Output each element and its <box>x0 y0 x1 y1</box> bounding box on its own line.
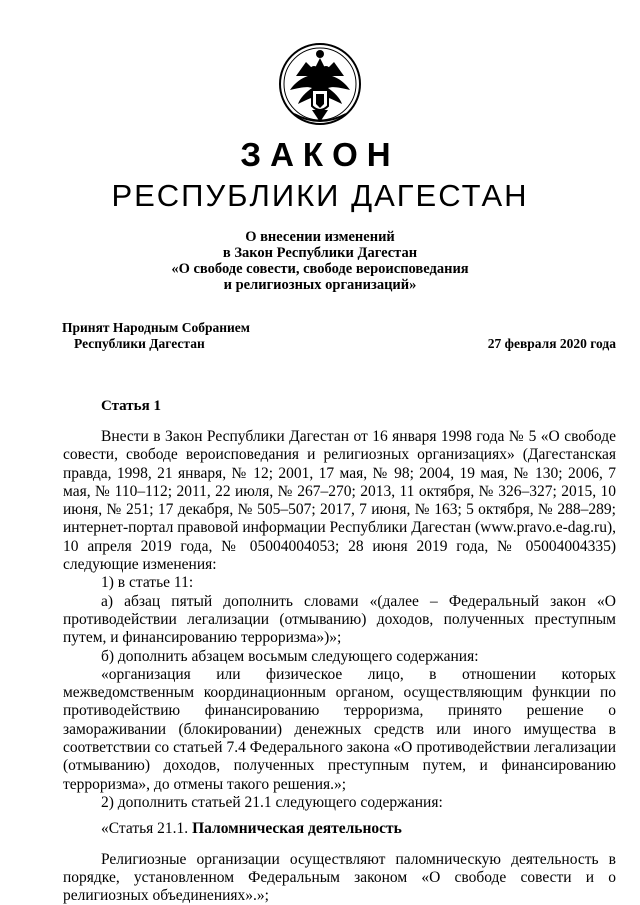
new-article-heading <box>63 820 616 838</box>
article-body <box>63 428 616 905</box>
document-subtitle: РЕСПУБЛИКИ ДАГЕСТАН <box>111 178 529 213</box>
paragraph: а) абзац пятый дополнить словами «(далее – Федеральный закон «О противодействии легализации (отмыванию) доходов, полученных преступным путем, и финансированию терроризма»)»; <box>63 592 616 647</box>
subject-line: О внесении изменений <box>245 229 395 245</box>
coat-of-arms-icon <box>276 40 364 132</box>
paragraph: 2) дополнить статьей 21.1 следующего содержания: <box>101 793 443 811</box>
adoption-block <box>62 320 250 352</box>
law-subject <box>0 229 640 293</box>
paragraph: 1) в статье 11: <box>101 574 194 592</box>
paragraph: Религиозные организации осуществляют паломническую деятельность в порядке, установленном Федеральным законом «О свободе совести и о религиозных объединениях».»; <box>63 850 616 905</box>
adoption-line: Республики Дагестан <box>74 336 205 351</box>
paragraph: Внести в Закон Республики Дагестан от 16 января 1998 года № 5 «О свободе совести, свободе вероисповедания и религиозных организациях» (Дагестанская правда, 1998, 21 января, № 12; 2001, 17 мая, № 98; 2004, 19 мая, № 130; 2006, 7 мая, № 110–112; 2011, 22 июля, № 267–270; 2013, 11 октября, № 326–327; 2015, 10 июня, № 251; 17 декабря, № 505–507; 2017, 7 июня, № 163; 5 октября, № 288–289; интернет-портал правовой информации Республики Дагестан (www.pravo.e-dag.ru), 10 апреля 2019 года, № 05004004053; 28 июня 2019 года, № 05004004335) следующие изменения: <box>63 428 616 574</box>
subject-line: «О свободе совести, свободе вероисповедания <box>171 261 469 277</box>
paragraph: б) дополнить абзацем восьмым следующего содержания: <box>101 647 479 665</box>
new-article-prefix: «Статья 21.1. <box>101 820 193 838</box>
subject-line: в Закон Республики Дагестан <box>222 245 418 261</box>
subject-line: и религиозных организаций» <box>223 277 417 293</box>
document-title: ЗАКОН <box>240 136 400 173</box>
paragraph: «организация или физическое лицо, в отношении которых межведомственным координационным органом, осуществляющим функции по противодействию финансированию терроризма, принято решение о замораживании (блокировании) денежных средств или иного имущества в соответствии со статьей 7.4 Федерального закона «О противодействии легализации (отмыванию) доходов, полученных преступным путем, и финансированию терроризма», до отмены такого решения.»; <box>63 665 616 793</box>
article-heading: Статья 1 <box>101 398 161 414</box>
new-article-title: Паломническая деятельность <box>192 820 402 838</box>
adoption-date: 27 февраля 2020 года <box>487 336 616 351</box>
adoption-line: Принят Народным Собранием <box>62 320 250 335</box>
